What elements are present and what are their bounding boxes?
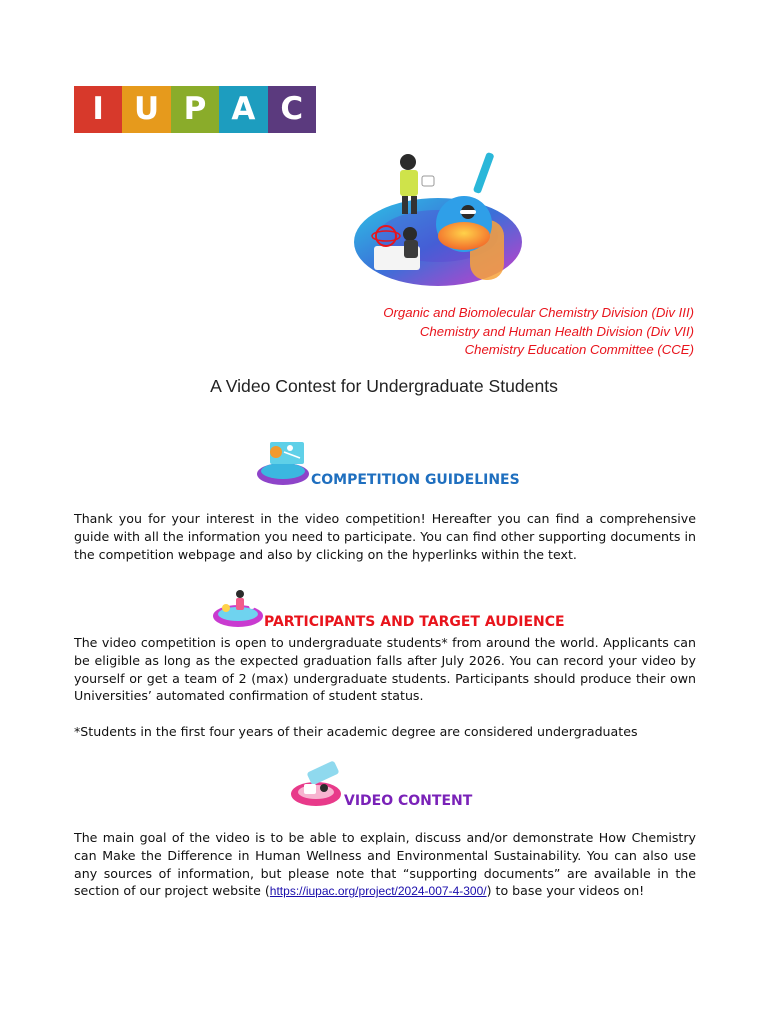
iupac-logo xyxy=(74,86,316,133)
video-content-text-before: The main goal of the video is to be able to explain, discuss and/or demonstrate How Chemistry can Make the Difference in Human Wellness and Environmental Sustainability. You can also use any sources of information, but please note that “supporting documents” are available in the section of our project website ( xyxy=(74,830,696,899)
guidelines-text: Thank you for your interest in the video competition! Hereafter you can find a comprehensive guide with all the information you need to participate. You can find other supporting documents in the competition webpage and also by clicking on the hyperlinks within the text. xyxy=(74,511,696,562)
participants-heading: PARTICIPANTS AND TARGET AUDIENCE xyxy=(264,614,565,630)
guidelines-heading: COMPETITION GUIDELINES xyxy=(311,472,520,488)
division-line: Organic and Biomolecular Chemistry Division (Div III) xyxy=(383,305,694,320)
video-content-heading: VIDEO CONTENT xyxy=(344,793,473,809)
logo-letter-i: I xyxy=(74,86,122,133)
participants-note-block xyxy=(74,723,696,741)
guidelines-paragraph xyxy=(74,510,696,563)
video-content-text-after: to base your videos on! xyxy=(491,883,645,899)
logo-letter-a: A xyxy=(219,86,267,133)
video-content-paragraph xyxy=(74,829,696,901)
participants-text: The video competition is open to undergraduate students* from around the world. Applicants can be eligible as long as the expected graduation falls after July 2026. You can record your video by yourself or get a team of 2 (max) undergraduate students. Participants should produce their own Universities’ automated confirmation of student status. xyxy=(74,635,696,704)
guidelines-illustration-icon xyxy=(256,438,310,486)
division-line: Chemistry Education Committee (CCE) xyxy=(464,342,694,357)
chemistry-lab-illustration xyxy=(352,150,528,290)
participants-paragraph xyxy=(74,634,696,705)
video-content-link-suffix: ) xyxy=(486,883,492,899)
logo-letter-u: U xyxy=(122,86,170,133)
logo-letter-c: C xyxy=(268,86,316,133)
logo-letter-p: P xyxy=(171,86,219,133)
division-line: Chemistry and Human Health Division (Div VII) xyxy=(419,323,694,339)
document-subtitle: A Video Contest for Undergraduate Students xyxy=(210,376,558,396)
divisions-list xyxy=(383,304,694,360)
participants-illustration-icon xyxy=(212,588,264,628)
participants-note: *Students in the first four years of their academic degree are considered undergraduates xyxy=(74,724,638,739)
video-content-text xyxy=(74,829,696,901)
video-content-illustration-icon xyxy=(290,758,344,808)
project-website-link[interactable]: https://iupac.org/project/2024-007-4-300/ xyxy=(269,884,487,899)
